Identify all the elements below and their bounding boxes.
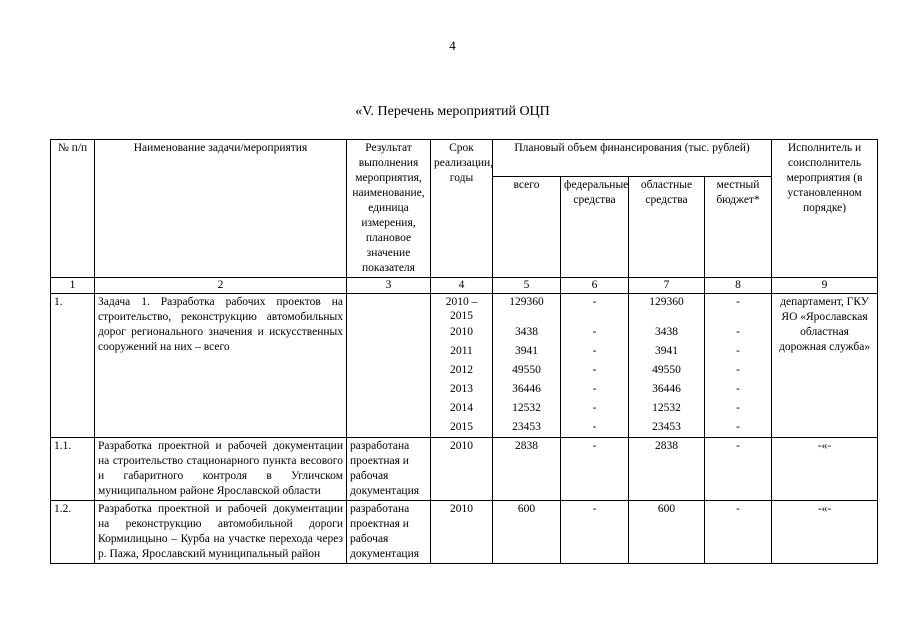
col-number: 8 (705, 278, 772, 294)
row-result: разработана проектная и рабочая документация (347, 438, 431, 501)
row-local (705, 294, 772, 438)
value: - (736, 421, 740, 433)
value: 23453 (652, 421, 681, 433)
row-year: 2010 (431, 438, 493, 501)
row-result: разработана проектная и рабочая документация (347, 501, 431, 564)
col-number: 5 (493, 278, 561, 294)
value: 3438 (515, 326, 538, 338)
value: 129360 (509, 296, 544, 308)
year: 2010 (450, 326, 473, 338)
row-name: Разработка проектной и рабочей документации на реконструкцию автомобильной дороги Кормилицыно – Курба на участке перехода через р. Пажа, Ярославский муниципальный район (95, 501, 347, 564)
row-executor: -«- (772, 438, 878, 501)
value: - (736, 364, 740, 376)
header-executor: Исполнитель и соисполнитель мероприятия (в установленном порядке) (772, 140, 878, 278)
col-number: 6 (561, 278, 629, 294)
col-number: 1 (51, 278, 95, 294)
page-number: 4 (449, 38, 456, 53)
value: - (592, 421, 597, 433)
value: - (736, 345, 740, 357)
table-row (51, 294, 878, 438)
year: 2013 (450, 383, 473, 395)
value: - (736, 296, 740, 308)
header-num: № п/п (51, 140, 95, 278)
value: - (592, 296, 597, 308)
value: 36446 (652, 383, 681, 395)
row-regional (629, 294, 705, 438)
header-federal: федеральные средства (561, 177, 629, 278)
value: 3941 (515, 345, 538, 357)
row-local: - (705, 438, 772, 501)
value: - (592, 345, 597, 357)
col-number: 7 (629, 278, 705, 294)
value: 36446 (512, 383, 541, 395)
row-total: 2838 (493, 438, 561, 501)
table-row (51, 438, 878, 501)
value: 3438 (655, 326, 678, 338)
value: - (736, 326, 740, 338)
value: - (736, 383, 740, 395)
year: 2015 (450, 421, 473, 433)
row-result (347, 294, 431, 438)
col-number: 9 (772, 278, 878, 294)
row-federal (561, 294, 629, 438)
value: 49550 (512, 364, 541, 376)
row-regional: 600 (629, 501, 705, 564)
value: - (592, 326, 597, 338)
row-name: Задача 1. Разработка рабочих проектов на строительство, реконструкцию автомобильных дорог регионального значения и искусственных сооружений на них – всего (95, 294, 347, 438)
row-total: 600 (493, 501, 561, 564)
row-regional: 2838 (629, 438, 705, 501)
section-title: «V. Перечень мероприятий ОЦП (355, 104, 550, 119)
row-total (493, 294, 561, 438)
col-number: 4 (431, 278, 493, 294)
row-num: 1. (51, 294, 95, 438)
value: 12532 (512, 402, 541, 414)
year: 2014 (450, 402, 473, 414)
header-local: местный бюджет* (705, 177, 772, 278)
row-name: Разработка проектной и рабочей документации на строительство стационарного пункта весового и габаритного контроля в Угличском муниципальном районе Ярославской области (95, 438, 347, 501)
header-term: Срок реализации, годы (431, 140, 493, 278)
header-funding: Плановый объем финансирования (тыс. рублей) (493, 140, 772, 177)
header-result: Результат выполнения мероприятия, наименование, единица измерения, плановое значение показателя (347, 140, 431, 278)
value: - (592, 383, 597, 395)
value: 12532 (652, 402, 681, 414)
year: 2011 (450, 345, 473, 357)
header-regional: областные средства (629, 177, 705, 278)
row-executor: департамент, ГКУ ЯО «Ярославская областная дорожная служба» (772, 294, 878, 438)
row-executor: -«- (772, 501, 878, 564)
value: 3941 (655, 345, 678, 357)
header-total: всего (493, 177, 561, 278)
col-number: 2 (95, 278, 347, 294)
row-year: 2010 (431, 501, 493, 564)
value: - (592, 402, 597, 414)
column-number-row (51, 278, 878, 294)
header-name: Наименование задачи/мероприятия (95, 140, 347, 278)
year-range: 2010 – 2015 (445, 296, 478, 322)
value: 23453 (512, 421, 541, 433)
table-row (51, 501, 878, 564)
value: - (592, 364, 597, 376)
value: - (736, 402, 740, 414)
row-local: - (705, 501, 772, 564)
col-number: 3 (347, 278, 431, 294)
value: 129360 (649, 296, 684, 308)
row-federal: - (561, 438, 629, 501)
row-years (431, 294, 493, 438)
value: 49550 (652, 364, 681, 376)
row-num: 1.2. (51, 501, 95, 564)
row-federal: - (561, 501, 629, 564)
row-num: 1.1. (51, 438, 95, 501)
measures-table (50, 139, 878, 564)
year: 2012 (450, 364, 473, 376)
